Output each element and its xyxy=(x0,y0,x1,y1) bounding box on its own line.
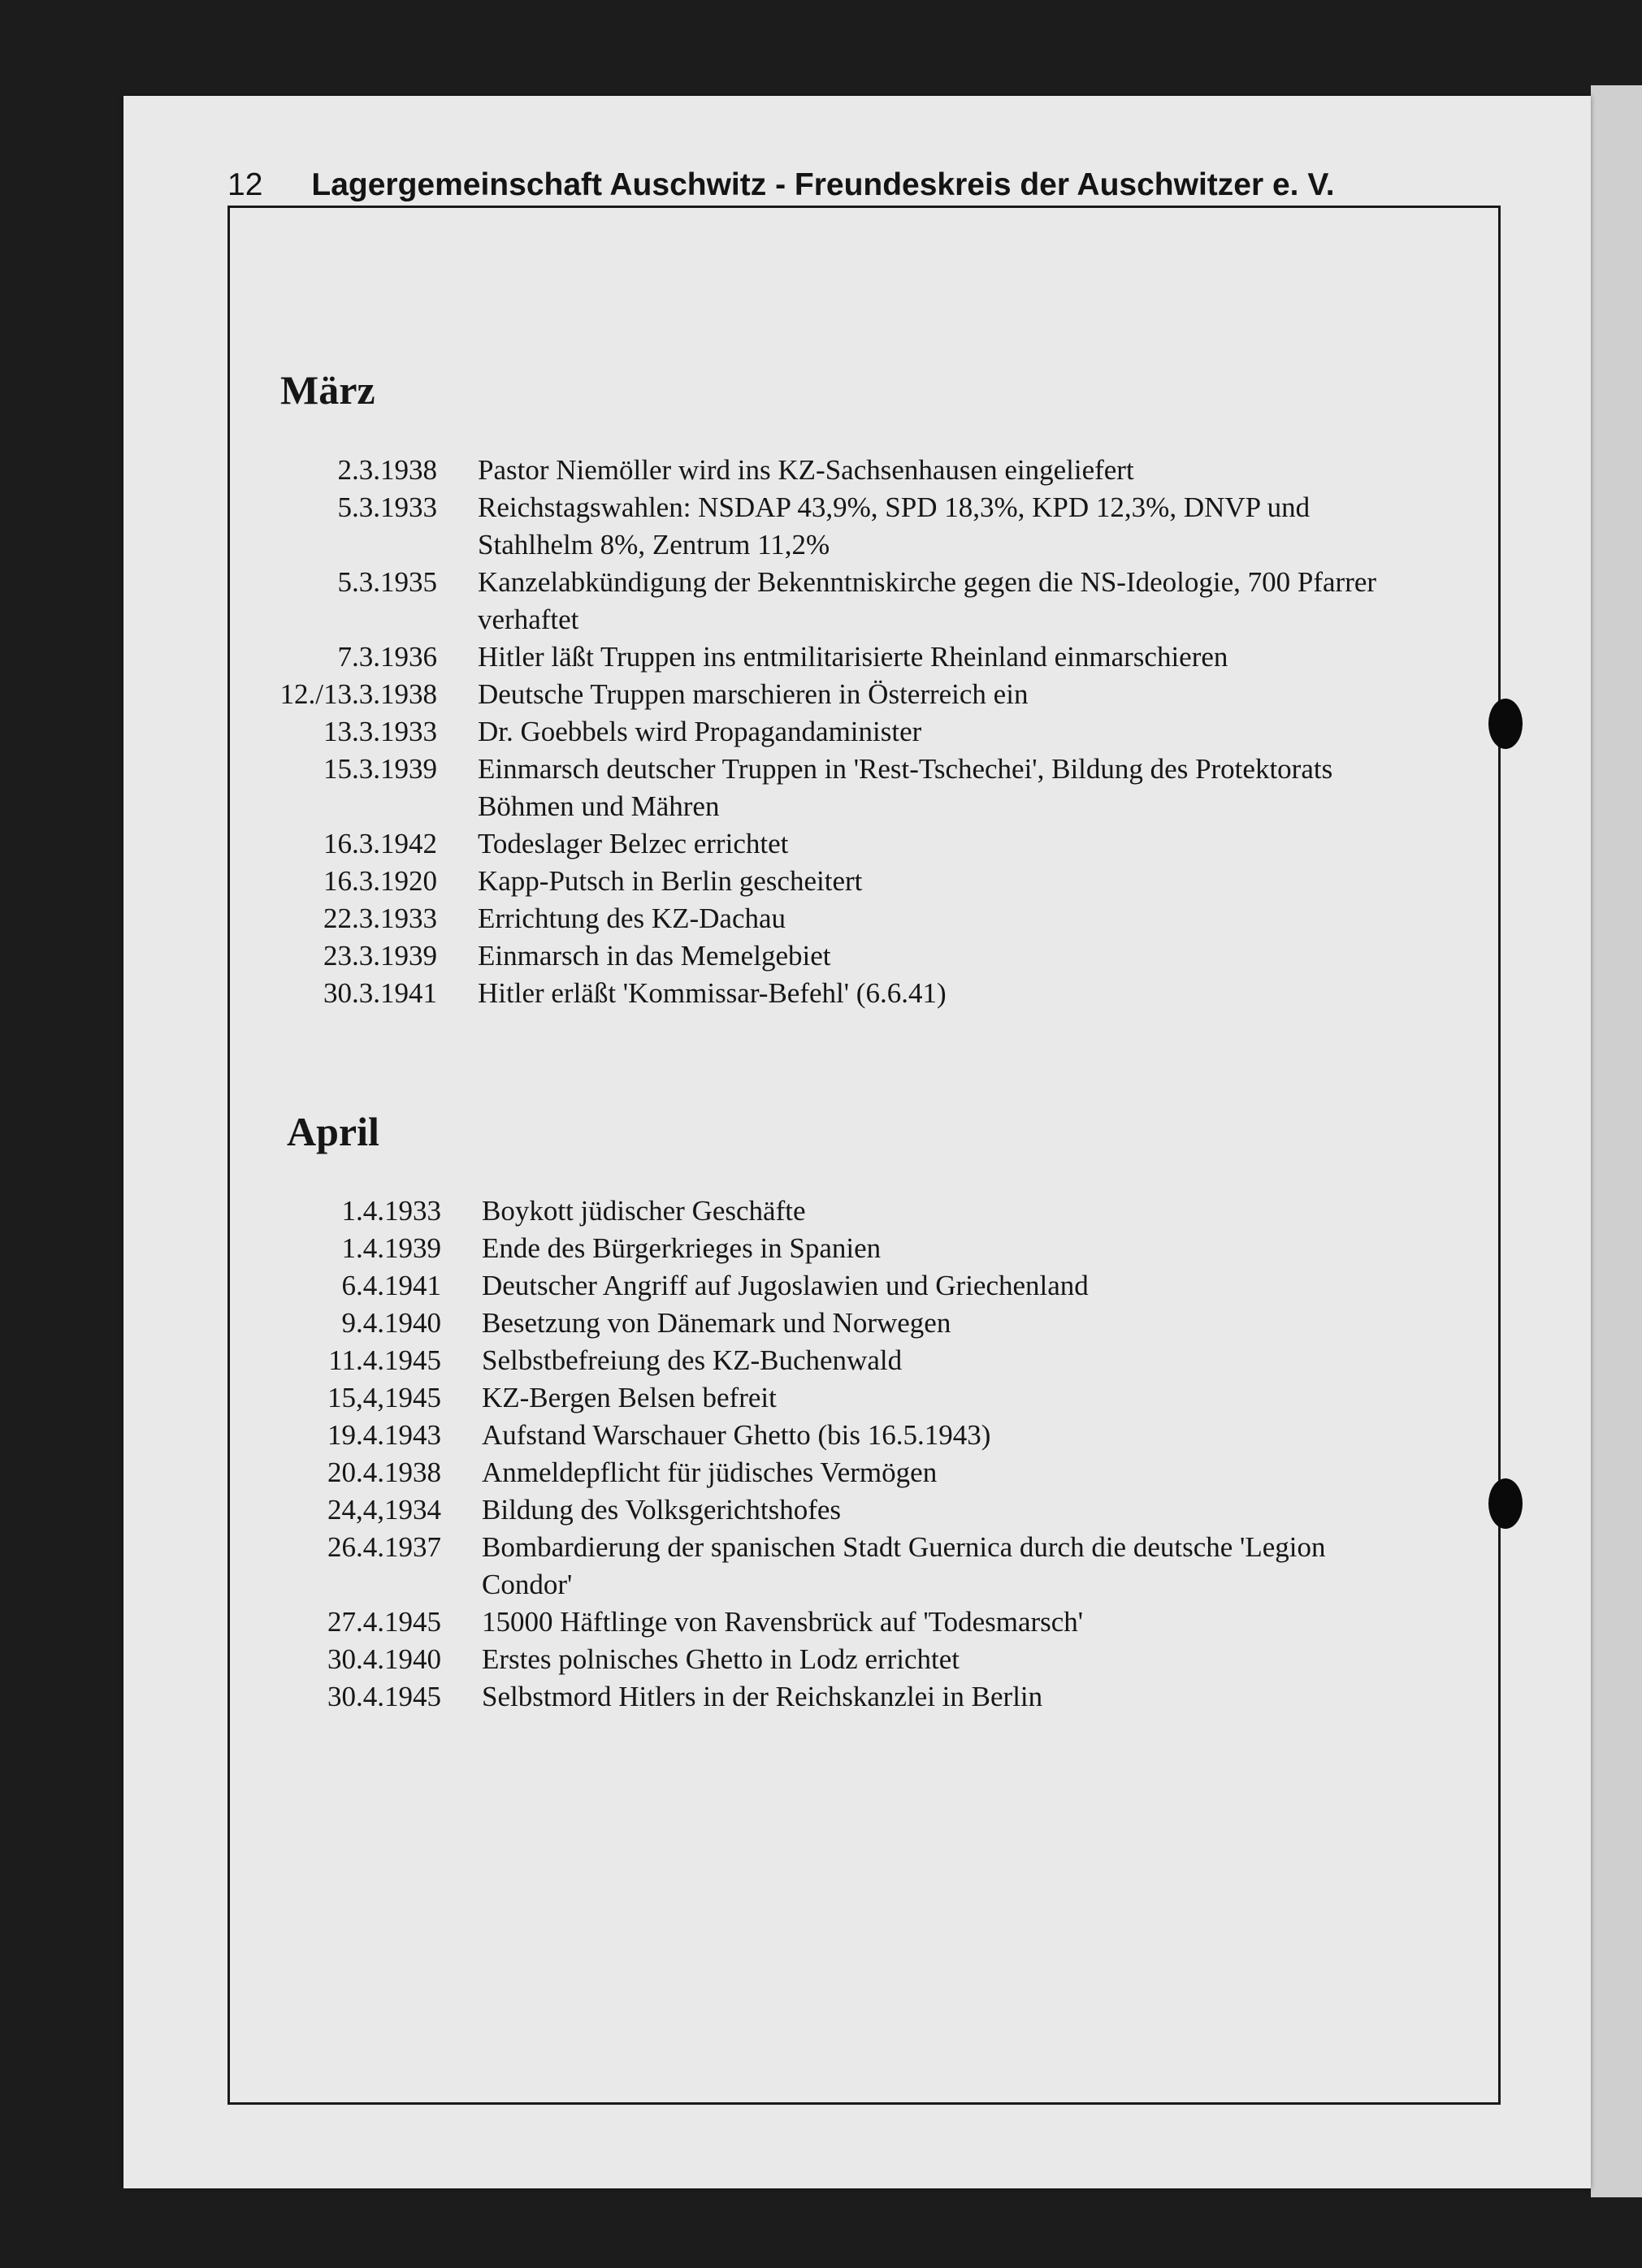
entry-date: 5.3.1935 xyxy=(337,566,437,598)
entry-description: Dr. Goebbels wird Propagandaminister xyxy=(478,716,922,747)
adjacent-page-edge xyxy=(1591,85,1642,2197)
chronology-entry xyxy=(230,676,1408,713)
entry-date: 30.4.1945 xyxy=(327,1681,441,1712)
chronology-entry xyxy=(234,1678,1412,1716)
chronology-entry xyxy=(230,638,1408,676)
chronology-list-april xyxy=(234,1192,1412,1716)
entry-date: 15.3.1939 xyxy=(323,753,437,785)
entry-date: 15,4,1945 xyxy=(327,1382,441,1413)
entry-description: Selbstmord Hitlers in der Reichskanzlei in Berlin xyxy=(482,1681,1043,1712)
binder-punch-hole xyxy=(1488,1478,1523,1529)
chronology-entry xyxy=(230,863,1408,900)
chronology-entry xyxy=(230,937,1408,975)
entry-description: Ende des Bürgerkrieges in Spanien xyxy=(482,1232,882,1264)
entry-date: 12./13.3.1938 xyxy=(279,678,437,710)
chronology-entry xyxy=(230,825,1408,863)
entry-description: Todeslager Belzec errichtet xyxy=(478,828,789,859)
entry-description: Bombardierung der spanischen Stadt Guernica durch die deutsche 'Legion Condor' xyxy=(482,1531,1326,1600)
chronology-list-maerz xyxy=(230,452,1408,1012)
entry-description: Hitler erläßt 'Kommissar-Befehl' (6.6.41) xyxy=(478,977,947,1009)
entry-description: Erstes polnisches Ghetto in Lodz errichtet xyxy=(482,1643,960,1675)
entry-date: 9.4.1940 xyxy=(341,1307,441,1339)
entry-description: KZ-Bergen Belsen befreit xyxy=(482,1382,777,1413)
section-heading-maerz: März xyxy=(280,367,375,413)
chronology-entry xyxy=(234,1454,1412,1491)
entry-date: 1.4.1939 xyxy=(341,1232,441,1264)
binder-punch-hole xyxy=(1488,699,1523,749)
page-number: 12 xyxy=(227,167,263,202)
entry-date: 16.3.1920 xyxy=(323,865,437,897)
entry-date: 7.3.1936 xyxy=(337,641,437,673)
entry-date: 22.3.1933 xyxy=(323,902,437,934)
chronology-entry xyxy=(234,1491,1412,1529)
running-header xyxy=(227,167,1335,203)
entry-description: Reichstagswahlen: NSDAP 43,9%, SPD 18,3%, KPD 12,3%, DNVP und Stahlhelm 8%, Zentrum 11,2% xyxy=(478,491,1311,561)
header-title: Lagergemeinschaft Auschwitz - Freundeskreis der Auschwitzer e. V. xyxy=(311,167,1335,202)
entry-description: Bildung des Volksgerichtshofes xyxy=(482,1494,842,1526)
entry-date: 20.4.1938 xyxy=(327,1456,441,1488)
entry-description: Hitler läßt Truppen ins entmilitarisierte Rheinland einmarschieren xyxy=(478,641,1228,673)
chronology-entry xyxy=(230,751,1408,825)
chronology-entry xyxy=(230,713,1408,751)
chronology-entry xyxy=(230,900,1408,937)
chronology-entry xyxy=(230,452,1408,489)
entry-description: Boykott jüdischer Geschäfte xyxy=(482,1195,806,1227)
chronology-entry xyxy=(230,564,1408,638)
entry-description: 15000 Häftlinge von Ravensbrück auf 'Todesmarsch' xyxy=(482,1606,1084,1638)
chronology-entry xyxy=(234,1604,1412,1641)
chronology-entry xyxy=(234,1641,1412,1678)
entry-description: Kanzelabkündigung der Bekenntniskirche gegen die NS-Ideologie, 700 Pfarrer verhaftet xyxy=(478,566,1377,635)
entry-date: 6.4.1941 xyxy=(341,1270,441,1301)
chronology-entry xyxy=(234,1305,1412,1342)
entry-date: 5.3.1933 xyxy=(337,491,437,523)
entry-date: 30.3.1941 xyxy=(323,977,437,1009)
entry-description: Deutscher Angriff auf Jugoslawien und Griechenland xyxy=(482,1270,1089,1301)
entry-date: 23.3.1939 xyxy=(323,940,437,972)
chronology-entry xyxy=(234,1342,1412,1379)
chronology-entry xyxy=(234,1192,1412,1230)
entry-description: Kapp-Putsch in Berlin gescheitert xyxy=(478,865,863,897)
chronology-entry xyxy=(230,975,1408,1012)
entry-description: Selbstbefreiung des KZ-Buchenwald xyxy=(482,1344,903,1376)
chronology-entry xyxy=(234,1529,1412,1604)
section-heading-april: April xyxy=(287,1109,379,1154)
entry-description: Errichtung des KZ-Dachau xyxy=(478,902,786,934)
document-page xyxy=(123,96,1591,2188)
entry-description: Pastor Niemöller wird ins KZ-Sachsenhausen eingeliefert xyxy=(478,454,1134,486)
entry-description: Einmarsch deutscher Truppen in 'Rest-Tschechei', Bildung des Protektorats Böhmen und Mähren xyxy=(478,753,1333,822)
entry-date: 24,4,1934 xyxy=(327,1494,441,1526)
content-frame xyxy=(227,206,1501,2105)
entry-date: 11.4.1945 xyxy=(328,1344,441,1376)
entry-date: 13.3.1933 xyxy=(323,716,437,747)
entry-date: 26.4.1937 xyxy=(327,1531,441,1563)
chronology-entry xyxy=(234,1267,1412,1305)
chronology-entry xyxy=(234,1417,1412,1454)
entry-description: Deutsche Truppen marschieren in Österreich ein xyxy=(478,678,1029,710)
entry-description: Aufstand Warschauer Ghetto (bis 16.5.1943) xyxy=(482,1419,991,1451)
entry-date: 27.4.1945 xyxy=(327,1606,441,1638)
entry-description: Einmarsch in das Memelgebiet xyxy=(478,940,831,972)
entry-date: 19.4.1943 xyxy=(327,1419,441,1451)
chronology-entry xyxy=(234,1379,1412,1417)
chronology-entry xyxy=(230,489,1408,564)
entry-description: Anmeldepflicht für jüdisches Vermögen xyxy=(482,1456,938,1488)
entry-date: 2.3.1938 xyxy=(337,454,437,486)
chronology-entry xyxy=(234,1230,1412,1267)
entry-date: 16.3.1942 xyxy=(323,828,437,859)
entry-date: 30.4.1940 xyxy=(327,1643,441,1675)
entry-date: 1.4.1933 xyxy=(341,1195,441,1227)
entry-description: Besetzung von Dänemark und Norwegen xyxy=(482,1307,951,1339)
